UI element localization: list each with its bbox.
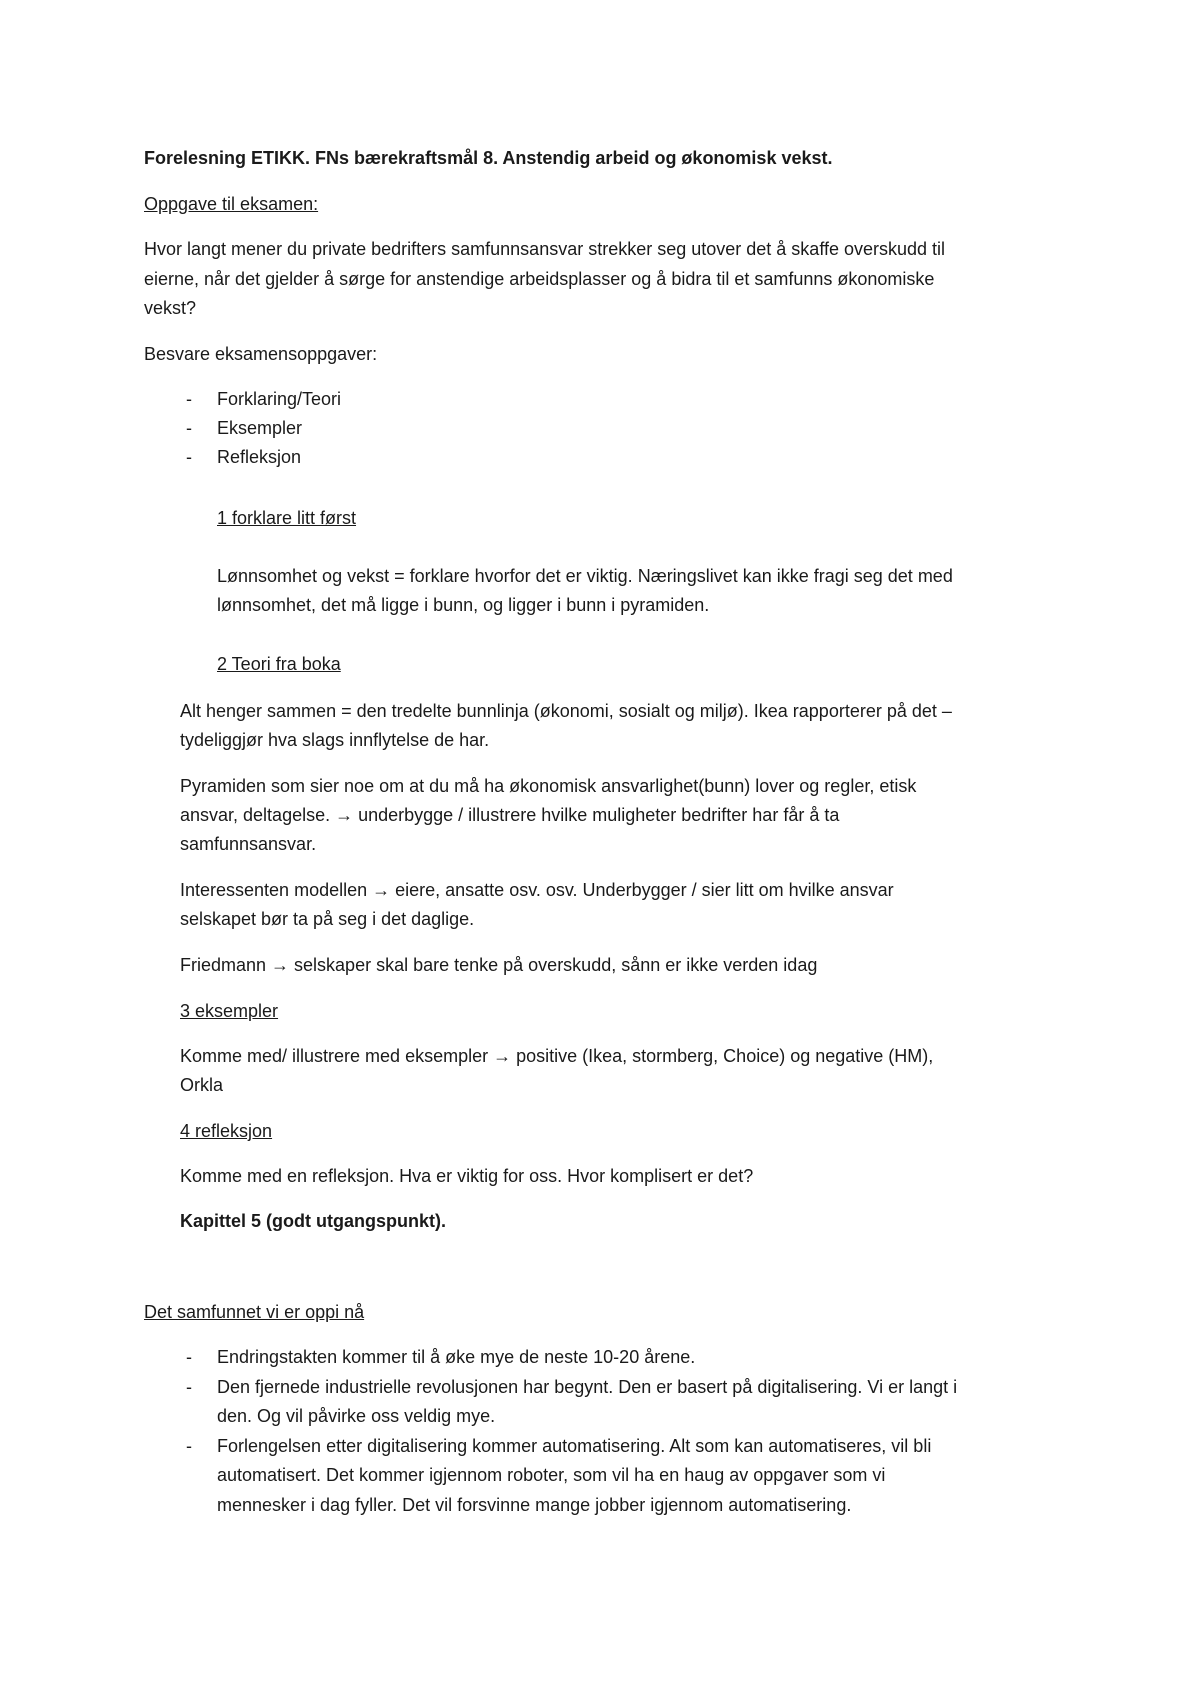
paragraph-line: Komme med/ illustrere med eksempler → positive (Ikea, stormberg, Choice) og negative (HM), — [180, 1046, 934, 1066]
list-item-continuation: den. Og vil påvirke oss veldig mye. — [217, 1406, 496, 1426]
paragraph-line: Pyramiden som sier noe om at du må ha økonomisk ansvarlighet(bunn) lover og regler, etisk — [180, 776, 917, 796]
section-heading: 1 forklare litt først — [217, 508, 357, 528]
paragraph-line: ansvar, deltagelse. → underbygge / illustrere hvilke muligheter bedrifter har får å ta — [180, 805, 840, 825]
list-dash: - — [186, 1436, 192, 1456]
oppgave-heading: Oppgave til eksamen: — [144, 194, 319, 214]
list-item-continuation: automatisert. Det kommer igjennom roboter, som vil ha en haug av oppgaver som vi — [217, 1465, 886, 1485]
paragraph-line: Komme med en refleksjon. Hva er viktig for oss. Hvor komplisert er det? — [180, 1166, 754, 1186]
list-item: Refleksjon — [217, 447, 302, 467]
section-heading: Det samfunnet vi er oppi nå — [144, 1302, 365, 1322]
list-item: Den fjernede industrielle revolusjonen har begynt. Den er basert på digitalisering. Vi er langt i — [217, 1377, 958, 1397]
paragraph-line: Interessenten modellen → eiere, ansatte osv. osv. Underbygger / sier litt om hvilke ansvar — [180, 880, 894, 900]
paragraph-line: selskapet bør ta på seg i det daglige. — [180, 909, 475, 929]
paragraph-line: Orkla — [180, 1075, 224, 1095]
paragraph-line: Alt henger sammen = den tredelte bunnlinja (økonomi, sosialt og miljø). Ikea rapporterer på det – — [180, 701, 952, 721]
list-dash: - — [186, 418, 192, 438]
paragraph-line: Lønnsomhet og vekst = forklare hvorfor det er viktig. Næringslivet kan ikke fragi seg det med — [217, 566, 953, 586]
document-title: Forelesning ETIKK. FNs bærekraftsmål 8. Anstendig arbeid og økonomisk vekst. — [144, 148, 833, 168]
question-line: vekst? — [144, 298, 197, 318]
paragraph-line: lønnsomhet, det må ligge i bunn, og ligger i bunn i pyramiden. — [217, 595, 710, 615]
list-item: Forklaring/Teori — [217, 389, 342, 409]
list-item: Endringstakten kommer til å øke mye de neste 10-20 årene. — [217, 1347, 696, 1367]
paragraph-line: samfunnsansvar. — [180, 834, 317, 854]
list-dash: - — [186, 1377, 192, 1397]
section-heading: 4 refleksjon — [180, 1121, 273, 1141]
besvare-heading: Besvare eksamensoppgaver: — [144, 344, 378, 364]
section-heading: 3 eksempler — [180, 1001, 279, 1021]
question-line: Hvor langt mener du private bedrifters samfunnsansvar strekker seg utover det å skaffe overskudd til — [144, 239, 946, 259]
list-dash: - — [186, 1347, 192, 1367]
list-item-continuation: mennesker i dag fyller. Det vil forsvinne mange jobber igjennom automatisering. — [217, 1495, 852, 1515]
kapittel-note: Kapittel 5 (godt utgangspunkt). — [180, 1211, 446, 1231]
paragraph-line: tydeliggjør hva slags innflytelse de har. — [180, 730, 490, 750]
question-line: eierne, når det gjelder å sørge for anstendige arbeidsplasser og å bidra til et samfunns økonomiske — [144, 269, 935, 289]
list-dash: - — [186, 389, 192, 409]
paragraph-line: Friedmann → selskaper skal bare tenke på overskudd, sånn er ikke verden idag — [180, 955, 818, 975]
list-item: Forlengelsen etter digitalisering kommer automatisering. Alt som kan automatiseres, vil bli — [217, 1436, 932, 1456]
list-item: Eksempler — [217, 418, 303, 438]
list-dash: - — [186, 447, 192, 467]
section-heading: 2 Teori fra boka — [217, 654, 341, 674]
